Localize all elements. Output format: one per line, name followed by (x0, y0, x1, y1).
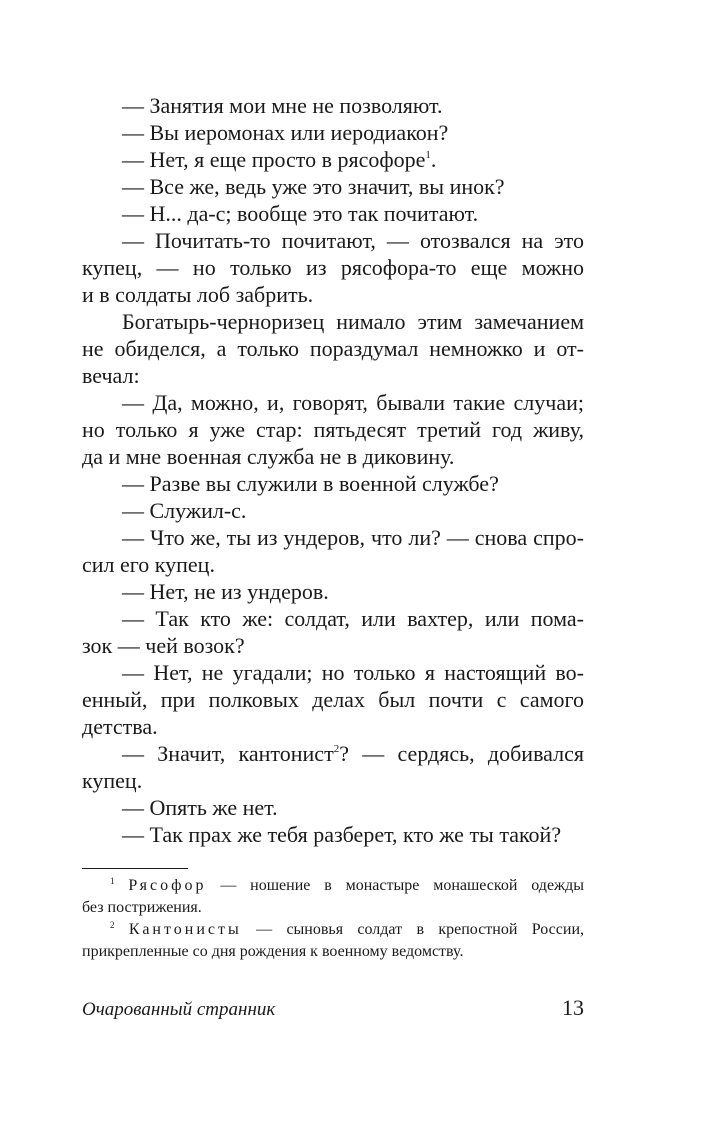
text-line: — Нет, не из ундеров. (122, 579, 329, 604)
text-line: да и мне военная служба не в диковину. (82, 444, 455, 469)
text-line: — Нет, я еще просто в рясофоре$^1$. (122, 147, 437, 172)
text-line: сил его купец. (82, 552, 215, 577)
text-line: — Н... да-с; вообще это так почитают. (122, 201, 479, 226)
text-line: купец. (82, 768, 143, 793)
text-line: и в солдаты лоб забрить. (82, 282, 314, 307)
text-line: Богатырь-черноризец нимало этим замечанием (122, 309, 584, 334)
page-number: 13 (562, 995, 584, 1020)
text-line: — Да, можно, и, говорят, бывали такие случаи; (122, 390, 584, 415)
text-line: зок — чей возок? (82, 633, 245, 658)
footnote-divider (82, 868, 188, 869)
text-line: — Опять же нет. (122, 795, 278, 820)
text-line: — Вы иеромонах или иеродиакон? (122, 120, 449, 145)
text-line: купец, — но только из рясофора-то еще можно (82, 255, 584, 280)
text-line: но только я уже стар: пятьдесят третий год живу, (82, 417, 584, 442)
text-line: не обиделся, а только пораздумал немножко и от- (82, 336, 584, 361)
footnote-1-cont: без пострижения. (82, 899, 202, 916)
footnote-ref-2[interactable]: 2 (333, 743, 340, 755)
text-line: вечал: (82, 363, 140, 388)
text-line: детства. (82, 714, 158, 739)
text-line: — Так кто же: солдат, или вахтер, или пома- (122, 606, 584, 631)
footnote-2-cont: прикрепленные со дня рождения к военному ведомству. (82, 943, 464, 960)
text-line: — Почитать-то почитают, — отозвался на это (122, 228, 584, 253)
running-footer-title: Очарованный странник (82, 999, 276, 1020)
text-line: — Что же, ты из ундеров, что ли? — снова спро- (122, 525, 584, 550)
footnotes (82, 875, 584, 963)
footnote-2: $^2$ Кантонисты — сыновья солдат в крепостной России, (110, 920, 585, 938)
text-line: — Занятия мои мне не позволяют. (122, 93, 443, 118)
main-text (82, 92, 584, 848)
text-line: — Все же, ведь уже это значит, вы инок? (122, 174, 505, 199)
text-line: — Нет, не угадали; но только я настоящий во- (122, 660, 584, 685)
footnote-1: $^1$ Рясофор — ношение в монастыре монашеской одежды (110, 876, 584, 894)
text-line: — Значит, кантонист$^2$? — сердясь, добивался (122, 741, 584, 766)
text-line: енный, при полковых делах был почти с самого (82, 687, 584, 712)
text-line: — Так прах же тебя разберет, кто же ты такой? (122, 822, 562, 847)
text-line: — Разве вы служили в военной службе? (122, 471, 499, 496)
footnote-term: Кантонисты (128, 921, 242, 938)
footnote-ref-1[interactable]: 1 (425, 149, 431, 161)
footnote-term: Рясофор (128, 877, 207, 894)
text-line: — Служил-с. (122, 498, 247, 523)
